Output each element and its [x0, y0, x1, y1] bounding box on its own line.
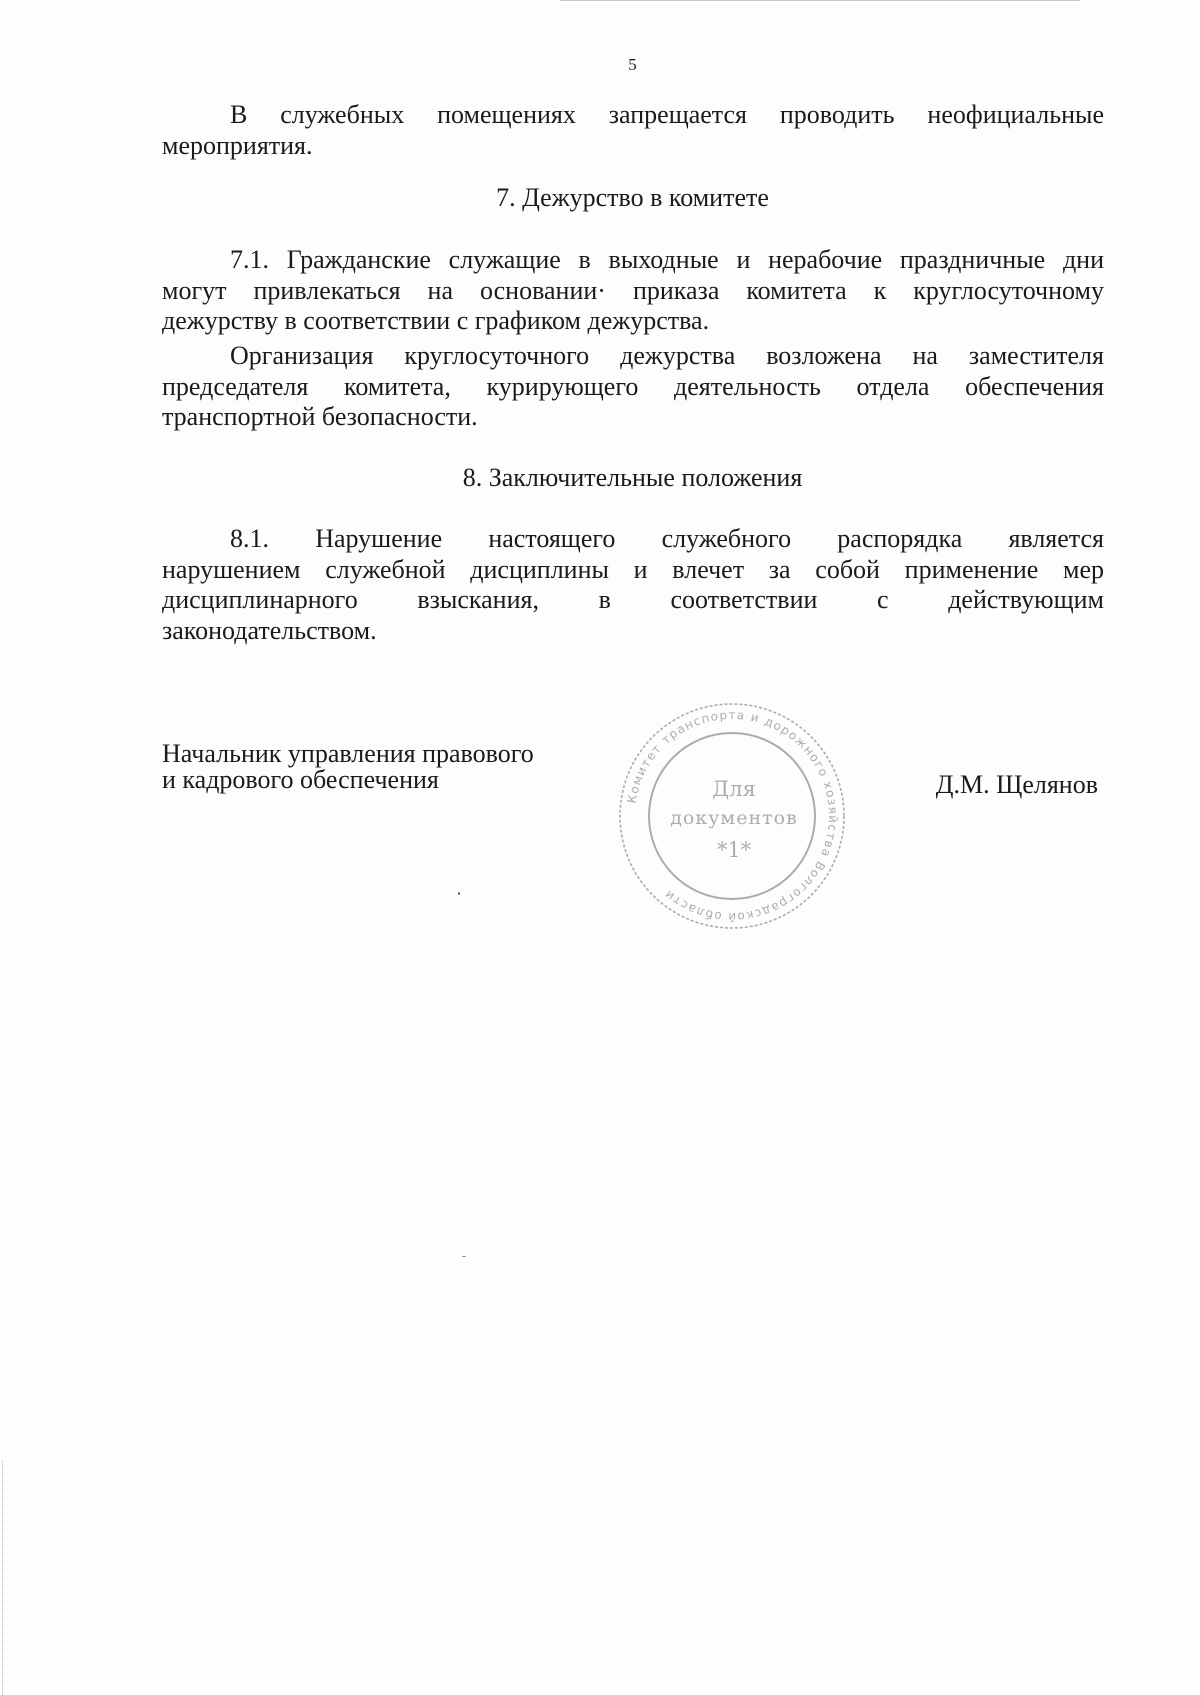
scan-speck: [458, 892, 460, 895]
scan-speck: [462, 1256, 466, 1257]
section-7-p1-line-3: дежурству в соответствии с графиком дежурства.: [162, 306, 710, 335]
intro-line-1: В служебных помещениях запрещается проводить неофициальные: [230, 100, 1104, 129]
signatory-name: Д.М. Щелянов: [935, 770, 1098, 799]
section-8-paragraph-1: [162, 524, 1104, 646]
section-7-p2-line-1: Организация круглосуточного дежурства возложена на заместителя: [230, 341, 1104, 370]
section-8-heading: 8. Заключительные положения: [462, 463, 803, 492]
intro-line-2: мероприятия.: [162, 130, 313, 160]
section-7-paragraph-2: [162, 341, 1104, 433]
intro-paragraph: [162, 100, 1104, 161]
section-8-p1-line-1: 8.1. Нарушение настоящего служебного распорядка является: [230, 524, 1104, 553]
scan-artifact-left-edge: [2, 1460, 4, 1695]
section-7-p2-line-2: председателя комитета, курирующего деятельность отдела обеспечения: [162, 371, 1104, 401]
stamp-center-line-3: *1*: [716, 838, 752, 862]
signatory-position-line-2: и кадрового обеспечения: [162, 765, 439, 794]
section-8-p1-line-2: нарушением служебной дисциплины и влечет за собой применение мер: [162, 554, 1104, 584]
page-number: 5: [628, 55, 637, 74]
stamp-center-line-1: Для: [712, 777, 756, 801]
stamp-ring-text: Комитет транспорта и дорожного хозяйства Волгоградской области: [624, 707, 841, 925]
stamp-center-line-2: документов: [670, 807, 798, 829]
section-7-paragraph-1: [162, 245, 1104, 337]
signatory-position-line-1: Начальник управления правового: [162, 739, 534, 768]
section-7-heading: 7. Дежурство в комитете: [496, 183, 769, 212]
signatory-position: [162, 741, 534, 793]
scan-artifact-top-line: [560, 0, 1080, 3]
section-8-p1-line-4: законодательством.: [162, 615, 377, 645]
section-7-p1-line-1: 7.1. Гражданские служащие в выходные и нерабочие праздничные дни: [230, 245, 1104, 274]
official-stamp: [616, 700, 848, 932]
section-7-p1-line-2: могут привлекаться на основании· приказа комитета к круглосуточному: [162, 275, 1104, 305]
section-7-p2-line-3: транспортной безопасности.: [162, 402, 478, 431]
section-8-p1-line-3: дисциплинарного взыскания, в соответствии с действующим: [162, 585, 1104, 614]
